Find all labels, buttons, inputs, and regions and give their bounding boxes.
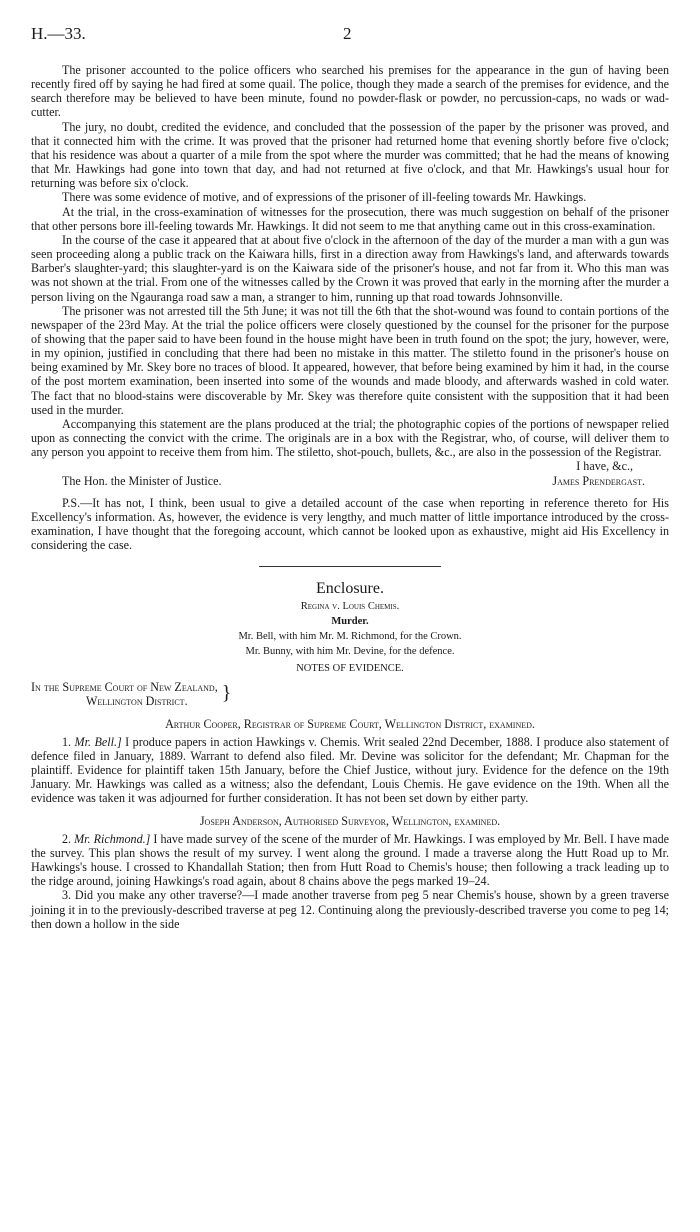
witness-heading: Joseph Anderson, Authorised Surveyor, Wellington, examined. bbox=[199, 813, 501, 828]
question-number: 2. bbox=[62, 831, 72, 846]
paragraph: In the course of the case it appeared that at about five o'clock in the afternoon of the day of the murder a man with a gun was seen proceeding along a public track on the Kaiwara hills, first in a direction away from Hawkings's land, and afterwards towards Barber's slaughter-yard; this slaughter-yard is on the Kaiwara side of the prisoner's house, and not far from it. Who this man was was not shown at the trial. From one of the witnesses called by the Crown it was proved that early in the morning after the murder a person living on the Ngauranga road saw a man, a stranger to him, running up that road towards Johnsonville. bbox=[31, 232, 669, 304]
question-number: 1. bbox=[62, 734, 72, 749]
crown-counsel: Mr. Bell, with him Mr. M. Richmond, for the Crown. bbox=[238, 631, 462, 643]
court-name: In the Supreme Court of New Zealand, bbox=[31, 680, 218, 695]
witness-heading: Arthur Cooper, Registrar of Supreme Court, Wellington District, examined. bbox=[165, 716, 535, 731]
notes-title: NOTES OF EVIDENCE. bbox=[296, 663, 404, 675]
court-heading bbox=[31, 680, 669, 708]
addressee: The Hon. the Minister of Justice. bbox=[62, 473, 222, 488]
paragraph: The prisoner was not arrested till the 5th June; it was not till the 6th that the shot-wound was found to contain portions of the newspaper of the 23rd May. At the trial the police officers were closely questioned by the counsel for the prisoner for the purpose of showing that the paper said to have been found in the house might have been in truth found on the spot; the jury, however, were, in my opinion, justified in concluding that there had been no mistake in this matter. The stiletto found in the prisoner's house on being examined by Mr. Skey bore no traces of blood. It appeared, however, that before being examined by him it had, in the course of the post mortem examination, been inserted into some of the wounds and made bloody, and afterwards washed in cold water. The fact that no blood-stains were discoverable by Mr. Skey was therefore quite consistent with the supposition that it had been used in the murder. bbox=[31, 303, 669, 417]
testimony-text: I produce papers in action Hawkings v. Chemis. Writ sealed 22nd December, 1888. I produce also statement of defence filed in January, 1889. Warrant to defend also filed. Mr. Devine was solicitor for the defendant; Mr. Chapman for the plaintiff. Evidence for plaintiff taken 15th January, before the Chief Justice, without jury. Evidence for the defence on the 19th January. Mr. Hawkings was called as a witness; also the defendant, Louis Chemis. He gave evidence on the 19th. When all the evidence was taken it was adjourned for further consideration. It has not been set down by either party. bbox=[31, 734, 669, 806]
signature-row bbox=[31, 474, 669, 488]
testimony: 3. Did you make any other traverse?—I made another traverse from peg 5 near Chemis's house, shown by a green traverse joining it in to the previously-described traverse at peg 12. Continuing along the previously-described traverse you come to peg 14; then down a hollow in the side bbox=[31, 888, 669, 931]
paragraph: At the trial, in the cross-examination of witnesses for the prosecution, there was much suggestion on behalf of the prisoner that other persons bore ill-feeling towards Mr. Hawkings. It did not seem to me that anything came out in this cross-examination. bbox=[31, 204, 669, 233]
defence-counsel: Mr. Bunny, with him Mr. Devine, for the defence. bbox=[245, 646, 455, 658]
examiner: Mr. Richmond.] bbox=[74, 831, 151, 846]
document-body bbox=[31, 63, 669, 931]
enclosure-title: Enclosure. bbox=[316, 580, 384, 598]
paragraph: Accompanying this statement are the plans produced at the trial; the photographic copies of the portions of newspaper relied upon as connecting the convict with the crime. The originals are in a box with the Registrar, who, of course, will deliver them to any person you appoint to receive them from him. The stiletto, shot-pouch, bullets, &c., are also in the possession of the Registrar. bbox=[31, 416, 669, 460]
brace: } bbox=[221, 682, 232, 705]
closing-formula: I have, &c., bbox=[576, 459, 633, 474]
case-title: Regina v. Louis Chemis. bbox=[300, 601, 400, 613]
testimony bbox=[31, 832, 669, 889]
testimony bbox=[31, 735, 669, 806]
paragraph: The prisoner accounted to the police officers who searched his premises for the appearance in the gun of having been recently fired off by saying he had fired at some quail. The police, though they made a search of the premises for evidence, and the search therefore may be believed to have been minute, found no powder-flask or powder, no percussion-caps, no wads or wad-cutter. bbox=[31, 63, 669, 120]
paragraph: There was some evidence of motive, and of expressions of the prisoner of ill-feeling towards Mr. Hawkings. bbox=[62, 190, 587, 205]
charge: Murder. bbox=[331, 616, 369, 628]
signature: James Prendergast. bbox=[552, 473, 645, 488]
divider bbox=[259, 566, 441, 567]
page-number: 2 bbox=[343, 24, 352, 43]
examiner: Mr. Bell.] bbox=[74, 734, 122, 749]
court-district: Wellington District. bbox=[86, 694, 188, 709]
report-reference: H.—33. bbox=[31, 24, 86, 43]
testimony-text: I have made survey of the scene of the murder of Mr. Hawkings. I was employed by Mr. Bell. I have made the survey. This plan shows the result of my survey. I went along the ground. I made a traverse along the Hutt Road up to Mr. Hawkings's house. I crossed to Khandallah Station; then from Hutt Road to Chemis's house; then following a track leading up to the ridge around, joining Hawkings's road again, about 8 chains above the pegs marked 19–24. bbox=[31, 831, 669, 889]
postscript: P.S.—It has not, I think, been usual to give a detailed account of the case when reporting in reference thereto for His Excellency's information. As, however, the evidence is very lengthy, and much matter of little importance introduced by the cross-examination, I have thought that the foregoing account, which cannot be looked upon as exhaustive, might aid His Excellency in considering the case. bbox=[31, 495, 669, 553]
paragraph: The jury, no doubt, credited the evidence, and concluded that the possession of the paper by the prisoner was proved, and that it connected him with the crime. It was proved that the prisoner had returned home that evening shortly before five o'clock; that his residence was about a quarter of a mile from the spot where the murder was committed; that he had the means of knowing that Mr. Hawkings had gone into town that day, and had not returned at five o'clock, and that Mr. Hawkings's usual hour for returning was before six o'clock. bbox=[31, 119, 669, 191]
